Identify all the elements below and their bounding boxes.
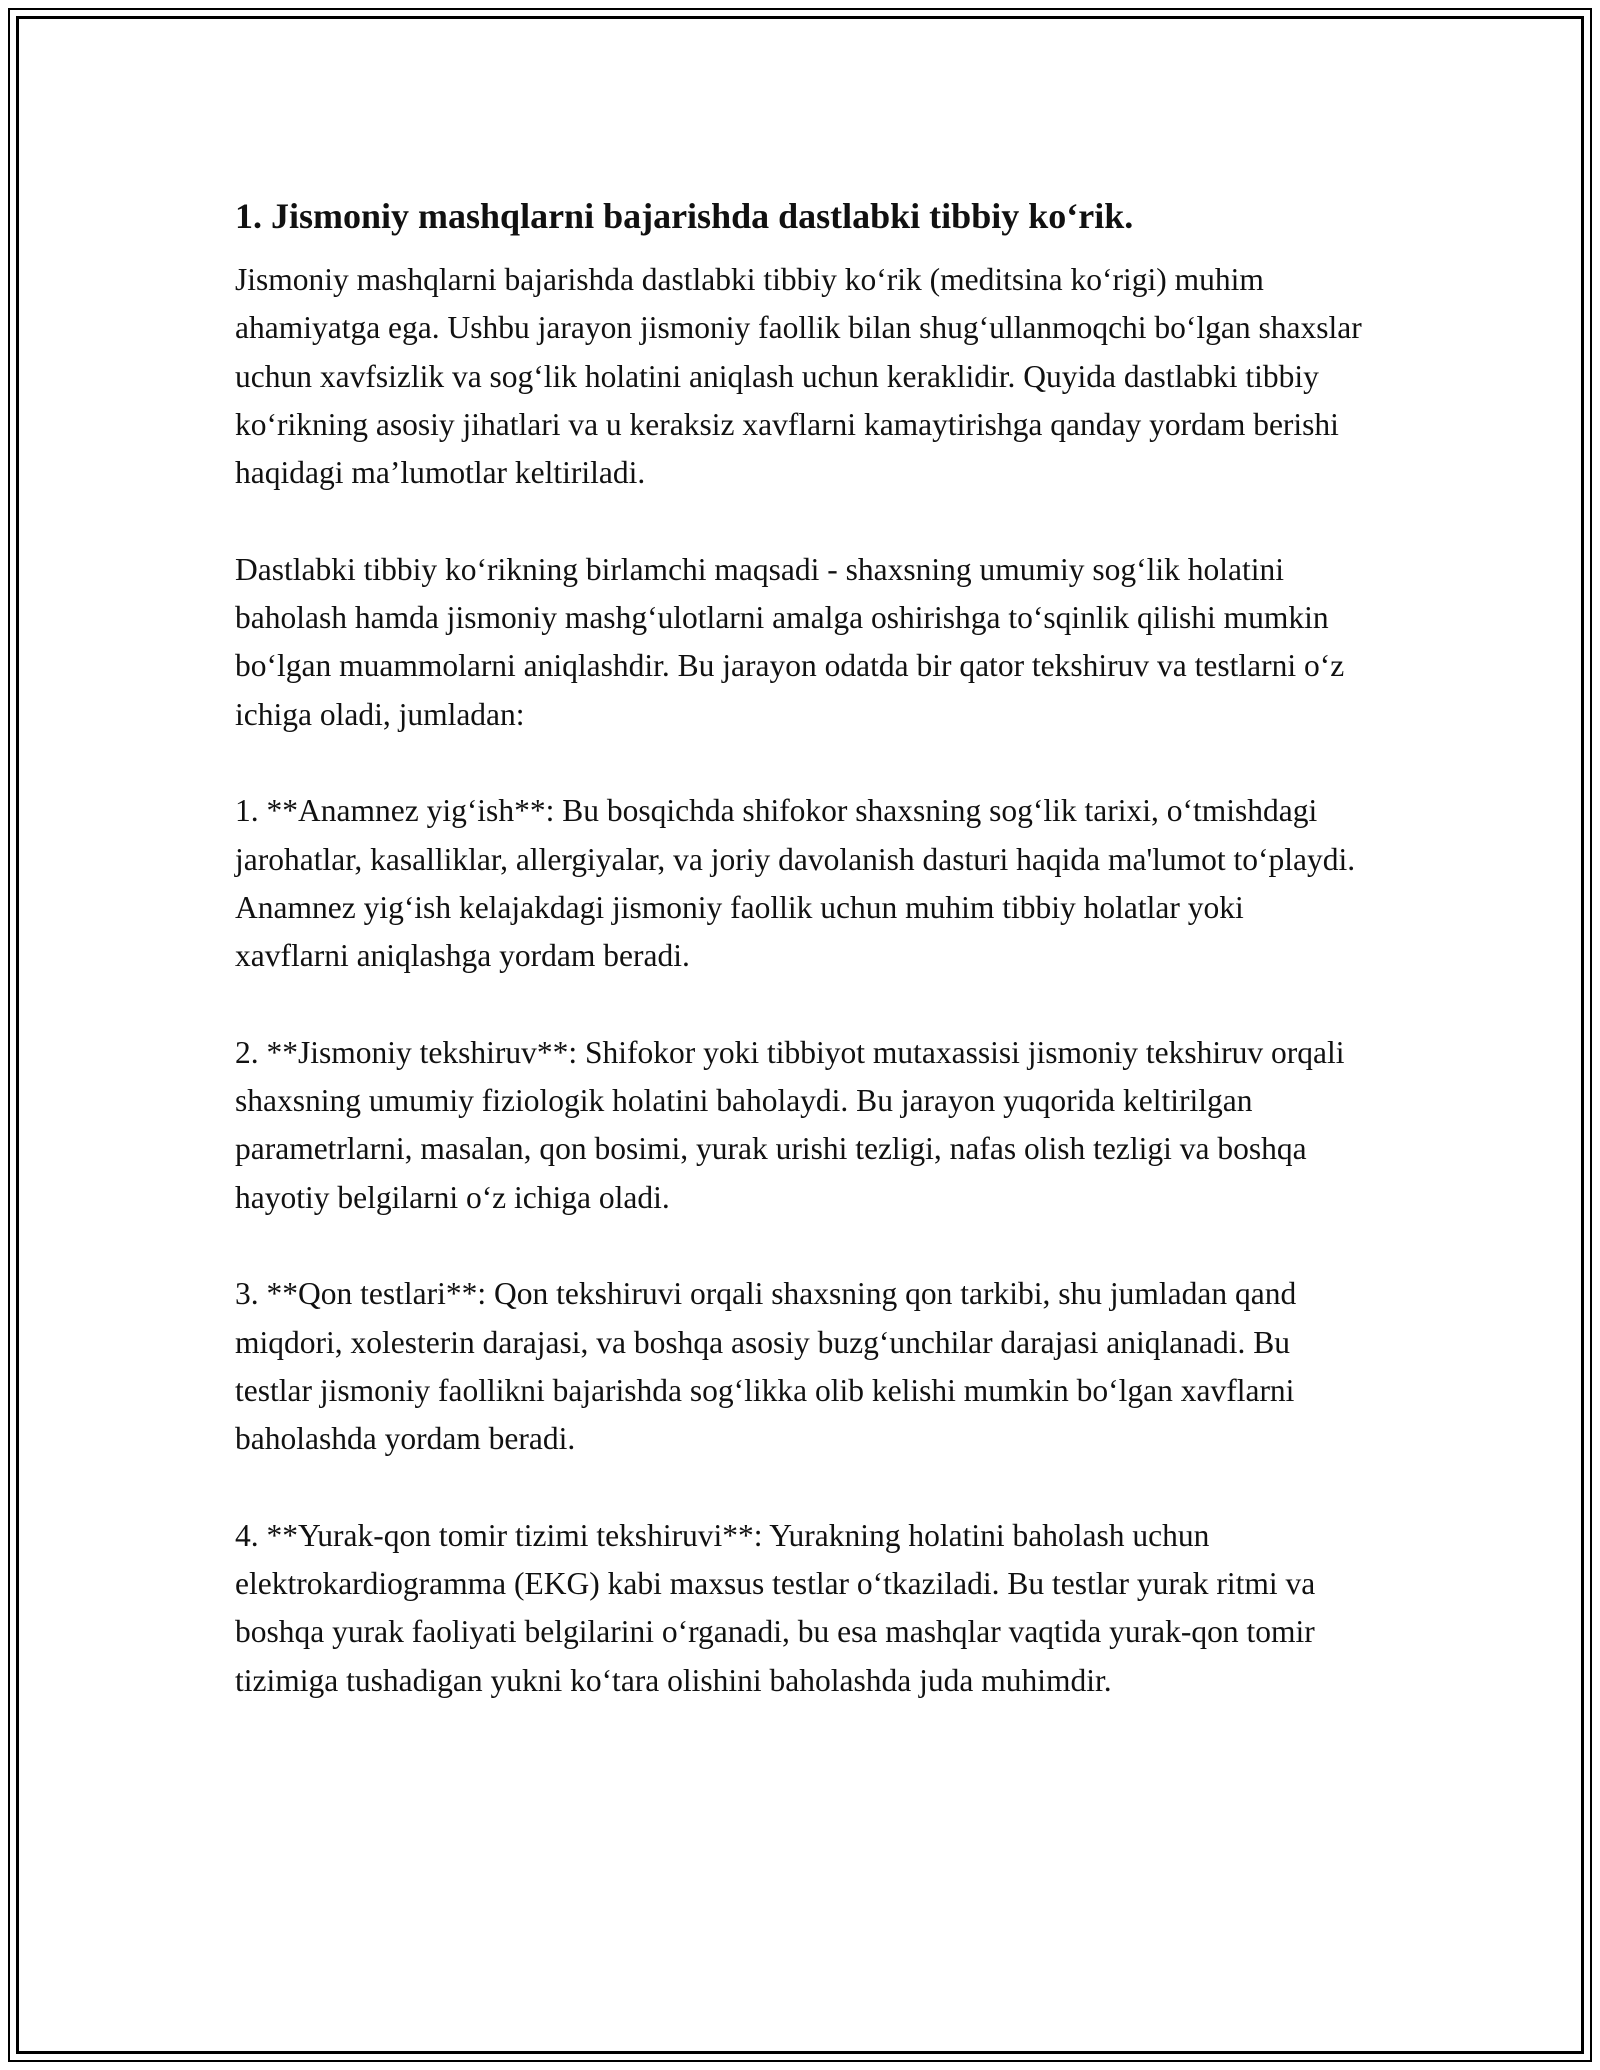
list-item-blood-tests: 3. **Qon testlari**: Qon tekshiruvi orqali shaxsning qon tarkibi, shu jumladan qand miqdori, xolesterin darajasi, va boshqa asosiy buzg‘unchilar darajasi aniqlanadi. Bu testlar jismoniy faollikni bajarishda sog‘likka olib kelishi mumkin bo‘lgan xavflarni baholashda yordam beradi. bbox=[235, 1276, 1297, 1457]
paragraph-intro: Jismoniy mashqlarni bajarishda dastlabki tibbiy ko‘rik (meditsina ko‘rigi) muhim ahamiyatga ega. Ushbu jarayon jismoniy faollik bilan shug‘ullanmoqchi bo‘lgan shaxslar uchun xavfsizlik va sog‘lik holatini aniqlash uchun keraklidir. Quyida dastlabki tibbiy ko‘rikning asosiy jihatlari va u keraksiz xavflarni kamaytirishga qanday yordam berishi haqidagi ma’lumotlar keltiriladi. bbox=[235, 262, 1362, 491]
document-body bbox=[235, 186, 1365, 1753]
list-item-cardio-exam: 4. **Yurak-qon tomir tizimi tekshiruvi**: Yurakning holatini baholash uchun elektrokardiogramma (EKG) kabi maxsus testlar o‘tkaziladi. Bu testlar yurak ritmi va boshqa yurak faoliyati belgilarini o‘rganadi, bu esa mashqlar vaqtida yurak-qon tomir tizimiga tushadigan yukni ko‘tara olishini baholashda juda muhimdir. bbox=[235, 1517, 1316, 1698]
paragraph-purpose: Dastlabki tibbiy ko‘rikning birlamchi maqsadi - shaxsning umumiy sog‘lik holatini baholash hamda jismoniy mashg‘ulotlarni amalga oshirishga to‘sqinlik qilishi mumkin bo‘lgan muammolarni aniqlashdir. Bu jarayon odatda bir qator tekshiruv va testlarni o‘z ichiga oladi, jumladan: bbox=[235, 551, 1345, 732]
list-item-physical-exam: 2. **Jismoniy tekshiruv**: Shifokor yoki tibbiyot mutaxassisi jismoniy tekshiruv orqali shaxsning umumiy fiziologik holatini baholaydi. Bu jarayon yuqorida keltirilgan parametrlarni, masalan, qon bosimi, yurak urishi tezligi, nafas olish tezligi va boshqa hayotiy belgilarni o‘z ichiga oladi. bbox=[235, 1034, 1345, 1215]
list-item-anamnesis: 1. **Anamnez yig‘ish**: Bu bosqichda shifokor shaxsning sog‘lik tarixi, o‘tmishdagi jarohatlar, kasalliklar, allergiyalar, va joriy davolanish dasturi haqida ma'lumot to‘playdi. Anamnez yig‘ish kelajakdagi jismoniy faollik uchun muhim tibbiy holatlar yoki xavflarni aniqlashga yordam beradi. bbox=[235, 793, 1356, 974]
document-title: 1. Jismoniy mashqlarni bajarishda dastlabki tibbiy ko‘rik. bbox=[235, 196, 1134, 236]
